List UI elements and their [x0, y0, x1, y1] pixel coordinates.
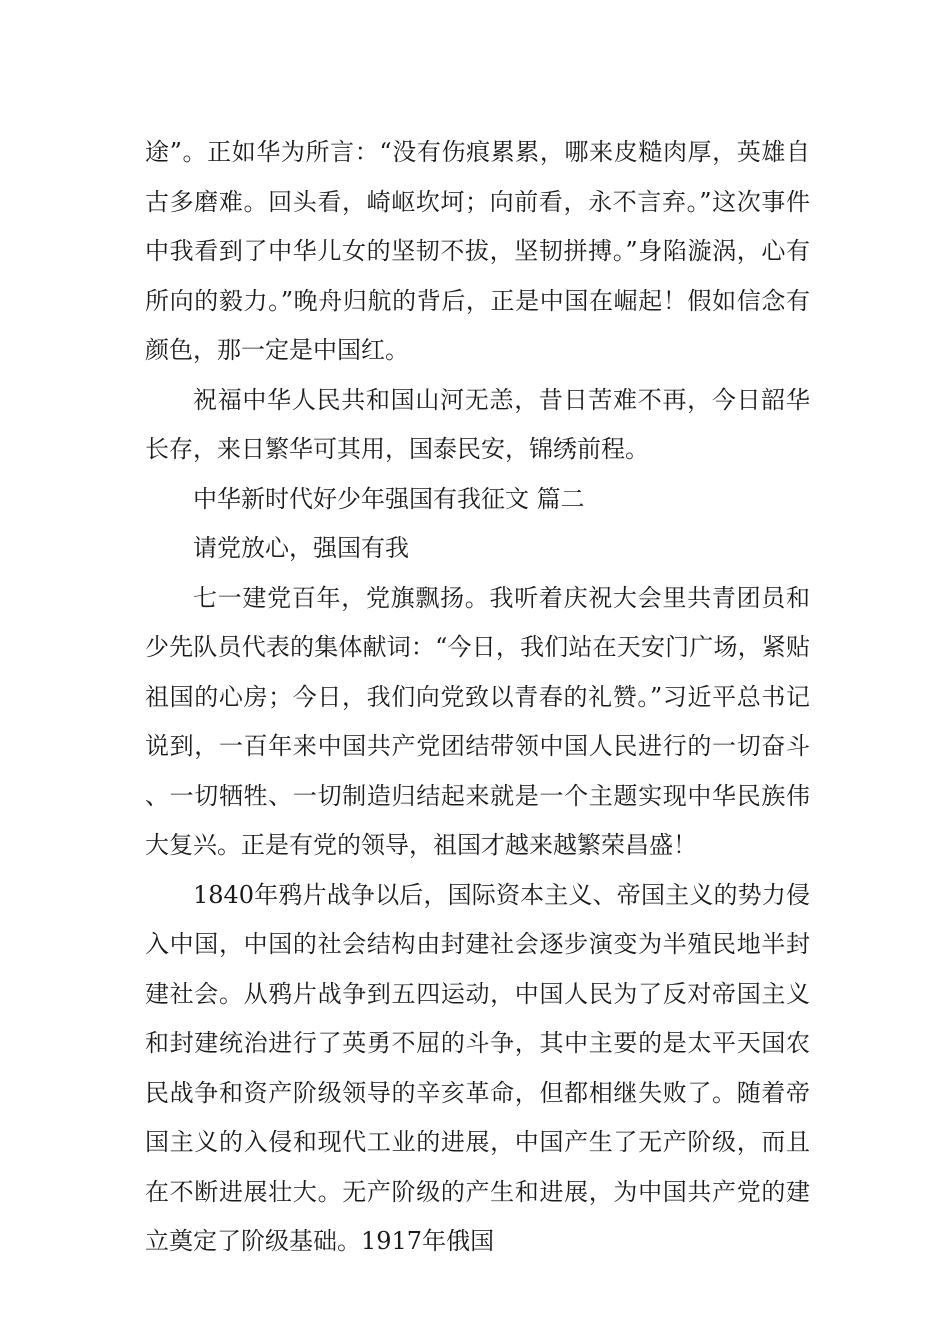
paragraph-history: 1840年鸦片战争以后，国际资本主义、帝国主义的势力侵入中国，中国的社会结构由封建社会逐步演变为半殖民地半封建社会。从鸦片战争到五四运动，中国人民为了反对帝国主义和封建统治进行了英勇不屈的斗争，其中主要的是太平天国农民战争和资产阶级领导的辛亥革命，但都相继失败了。随着帝国主义的入侵和现代工业的进展，中国产生了无产阶级，而且在不断进展壮大。无产阶级的产生和进展，为中国共产党的建立奠定了阶级基础。1917年俄国 — [145, 880, 810, 1255]
document-body — [145, 128, 810, 1267]
paragraph-continuation: 途”。正如华为所言：“没有伤痕累累，哪来皮糙肉厚，英雄自古多磨难。回头看，崎岖坎坷；向前看，永不言弃。”这次事件中我看到了中华儿女的坚韧不拔，坚韧拼搏。”身陷漩涡，心有所向的毅力。”晚舟归航的背后，正是中国在崛起！假如信念有颜色，那一定是中国红。 — [145, 138, 810, 364]
essay-title: 请党放心，强国有我 — [193, 534, 409, 562]
paragraph-blessing: 祝福中华人民共和国山河无恙，昔日苦难不再，今日韶华长存，来日繁华可其用，国泰民安，锦绣前程。 — [145, 385, 810, 463]
section-heading: 中华新时代好少年强国有我征文 篇二 — [193, 484, 585, 513]
paragraph-party-centenary: 七一建党百年，党旗飘扬。我听着庆祝大会里共青团员和少先队员代表的集体献词：“今日，我们站在天安门广场，紧贴祖国的心房；今日，我们向党致以青春的礼赞。”习近平总书记说到，一百年来中国共产党团结带领中国人民进行的一切奋斗、一切牺牲、一切制造归结起来就是一个主题实现中华民族伟大复兴。正是有党的领导，祖国才越来越繁荣昌盛！ — [145, 583, 810, 859]
